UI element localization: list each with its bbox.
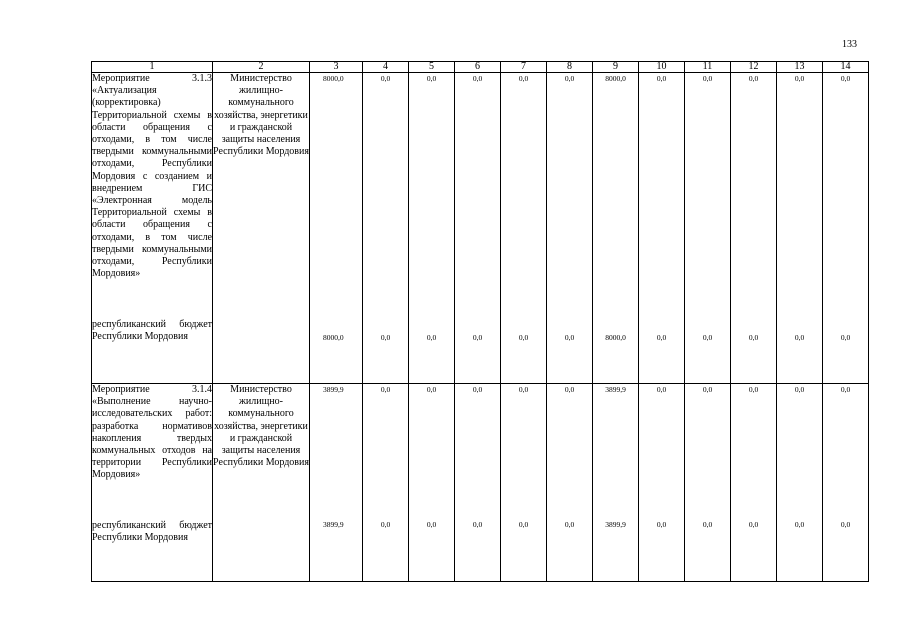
budget-value: 3899,9: [605, 520, 626, 529]
value-cell: [363, 73, 409, 384]
total-value: 0,0: [380, 385, 391, 394]
column-header: 1: [92, 62, 213, 73]
program-table: [91, 61, 869, 582]
column-header: 13: [777, 62, 823, 73]
total-value: 0,0: [564, 385, 575, 394]
budget-label: республиканский бюджет Республики Мордовия: [92, 520, 212, 544]
budget-value: 0,0: [380, 333, 391, 342]
total-value: 0,0: [426, 74, 437, 83]
value-cell: [310, 73, 363, 384]
column-header: 11: [685, 62, 731, 73]
total-value: 0,0: [518, 74, 529, 83]
total-value: 8000,0: [605, 74, 626, 83]
total-value: 0,0: [794, 385, 805, 394]
column-header: 12: [731, 62, 777, 73]
value-cell: [593, 73, 639, 384]
budget-value: 0,0: [840, 333, 851, 342]
column-header: 4: [363, 62, 409, 73]
budget-value: 0,0: [656, 333, 667, 342]
budget-value: 0,0: [840, 520, 851, 529]
value-cell: [823, 384, 869, 582]
budget-value: 8000,0: [605, 333, 626, 342]
executor-cell: Министерство жилищно-коммунального хозяйства, энергетики и гражданской защиты населения Республики Мордовия: [213, 73, 310, 384]
value-cell: [685, 73, 731, 384]
budget-value: 0,0: [794, 333, 805, 342]
value-cell: [639, 384, 685, 582]
total-value: 0,0: [564, 74, 575, 83]
measure-name: Мероприятие 3.1.3 «Актуализация (корректировка) Территориальной схемы в области обращения с отходами, в том числе твердыми коммунальными отходами, Республики Мордовия с созданием и внедрением ГИС «Электронная модель Территориальной схемы в области обращения с отходами, в том числе твердыми коммунальными отходами, Республики Мордовия»: [92, 73, 212, 280]
budget-value: 0,0: [472, 333, 483, 342]
column-header: 3: [310, 62, 363, 73]
column-header: 10: [639, 62, 685, 73]
budget-label: республиканский бюджет Республики Мордовия: [92, 319, 212, 343]
column-header: 6: [455, 62, 501, 73]
total-value: 0,0: [656, 385, 667, 394]
column-header: 14: [823, 62, 869, 73]
total-value: 0,0: [426, 385, 437, 394]
table-row: [92, 73, 869, 384]
value-cell: [777, 384, 823, 582]
value-cell: [363, 384, 409, 582]
value-cell: [409, 384, 455, 582]
value-cell: [501, 73, 547, 384]
total-value: 3899,9: [605, 385, 626, 394]
page-number: 133: [842, 39, 857, 50]
column-header: 8: [547, 62, 593, 73]
value-cell: [455, 384, 501, 582]
total-value: 0,0: [840, 385, 851, 394]
value-cell: [547, 384, 593, 582]
value-cell: [455, 73, 501, 384]
budget-value: 0,0: [426, 333, 437, 342]
table-row: [92, 384, 869, 582]
value-cell: [685, 384, 731, 582]
budget-value: 0,0: [748, 520, 759, 529]
budget-value: 0,0: [426, 520, 437, 529]
total-value: 0,0: [840, 74, 851, 83]
total-value: 0,0: [748, 385, 759, 394]
total-value: 0,0: [702, 74, 713, 83]
value-cell: [593, 384, 639, 582]
budget-value: 0,0: [794, 520, 805, 529]
value-cell: [409, 73, 455, 384]
total-value: 0,0: [702, 385, 713, 394]
measure-cell: [92, 384, 213, 582]
total-value: 0,0: [472, 74, 483, 83]
total-value: 0,0: [472, 385, 483, 394]
total-value: 8000,0: [323, 74, 344, 83]
value-cell: [310, 384, 363, 582]
total-value: 0,0: [748, 74, 759, 83]
budget-value: 0,0: [564, 333, 575, 342]
value-cell: [501, 384, 547, 582]
measure-cell: [92, 73, 213, 384]
value-cell: [777, 73, 823, 384]
budget-value: 8000,0: [323, 333, 344, 342]
budget-value: 0,0: [518, 520, 529, 529]
budget-value: 0,0: [656, 520, 667, 529]
measure-name: Мероприятие 3.1.4 «Выполнение научно-исследовательских работ: разработка нормативов накопления твердых коммунальных отходов на территории Республики Мордовия»: [92, 384, 212, 481]
value-cell: [731, 384, 777, 582]
total-value: 0,0: [656, 74, 667, 83]
column-header: 9: [593, 62, 639, 73]
budget-value: 0,0: [702, 520, 713, 529]
budget-value: 0,0: [748, 333, 759, 342]
total-value: 0,0: [794, 74, 805, 83]
value-cell: [823, 73, 869, 384]
budget-value: 0,0: [380, 520, 391, 529]
budget-value: 0,0: [564, 520, 575, 529]
value-cell: [547, 73, 593, 384]
total-value: 0,0: [380, 74, 391, 83]
column-header: 2: [213, 62, 310, 73]
column-header: 7: [501, 62, 547, 73]
total-value: 0,0: [518, 385, 529, 394]
budget-value: 0,0: [702, 333, 713, 342]
value-cell: [731, 73, 777, 384]
budget-value: 0,0: [472, 520, 483, 529]
budget-value: 0,0: [518, 333, 529, 342]
total-value: 3899,9: [323, 385, 344, 394]
column-number-row: [92, 62, 869, 73]
executor-cell: Министерство жилищно-коммунального хозяйства, энергетики и гражданской защиты населения Республики Мордовия: [213, 384, 310, 582]
value-cell: [639, 73, 685, 384]
column-header: 5: [409, 62, 455, 73]
budget-value: 3899,9: [323, 520, 344, 529]
